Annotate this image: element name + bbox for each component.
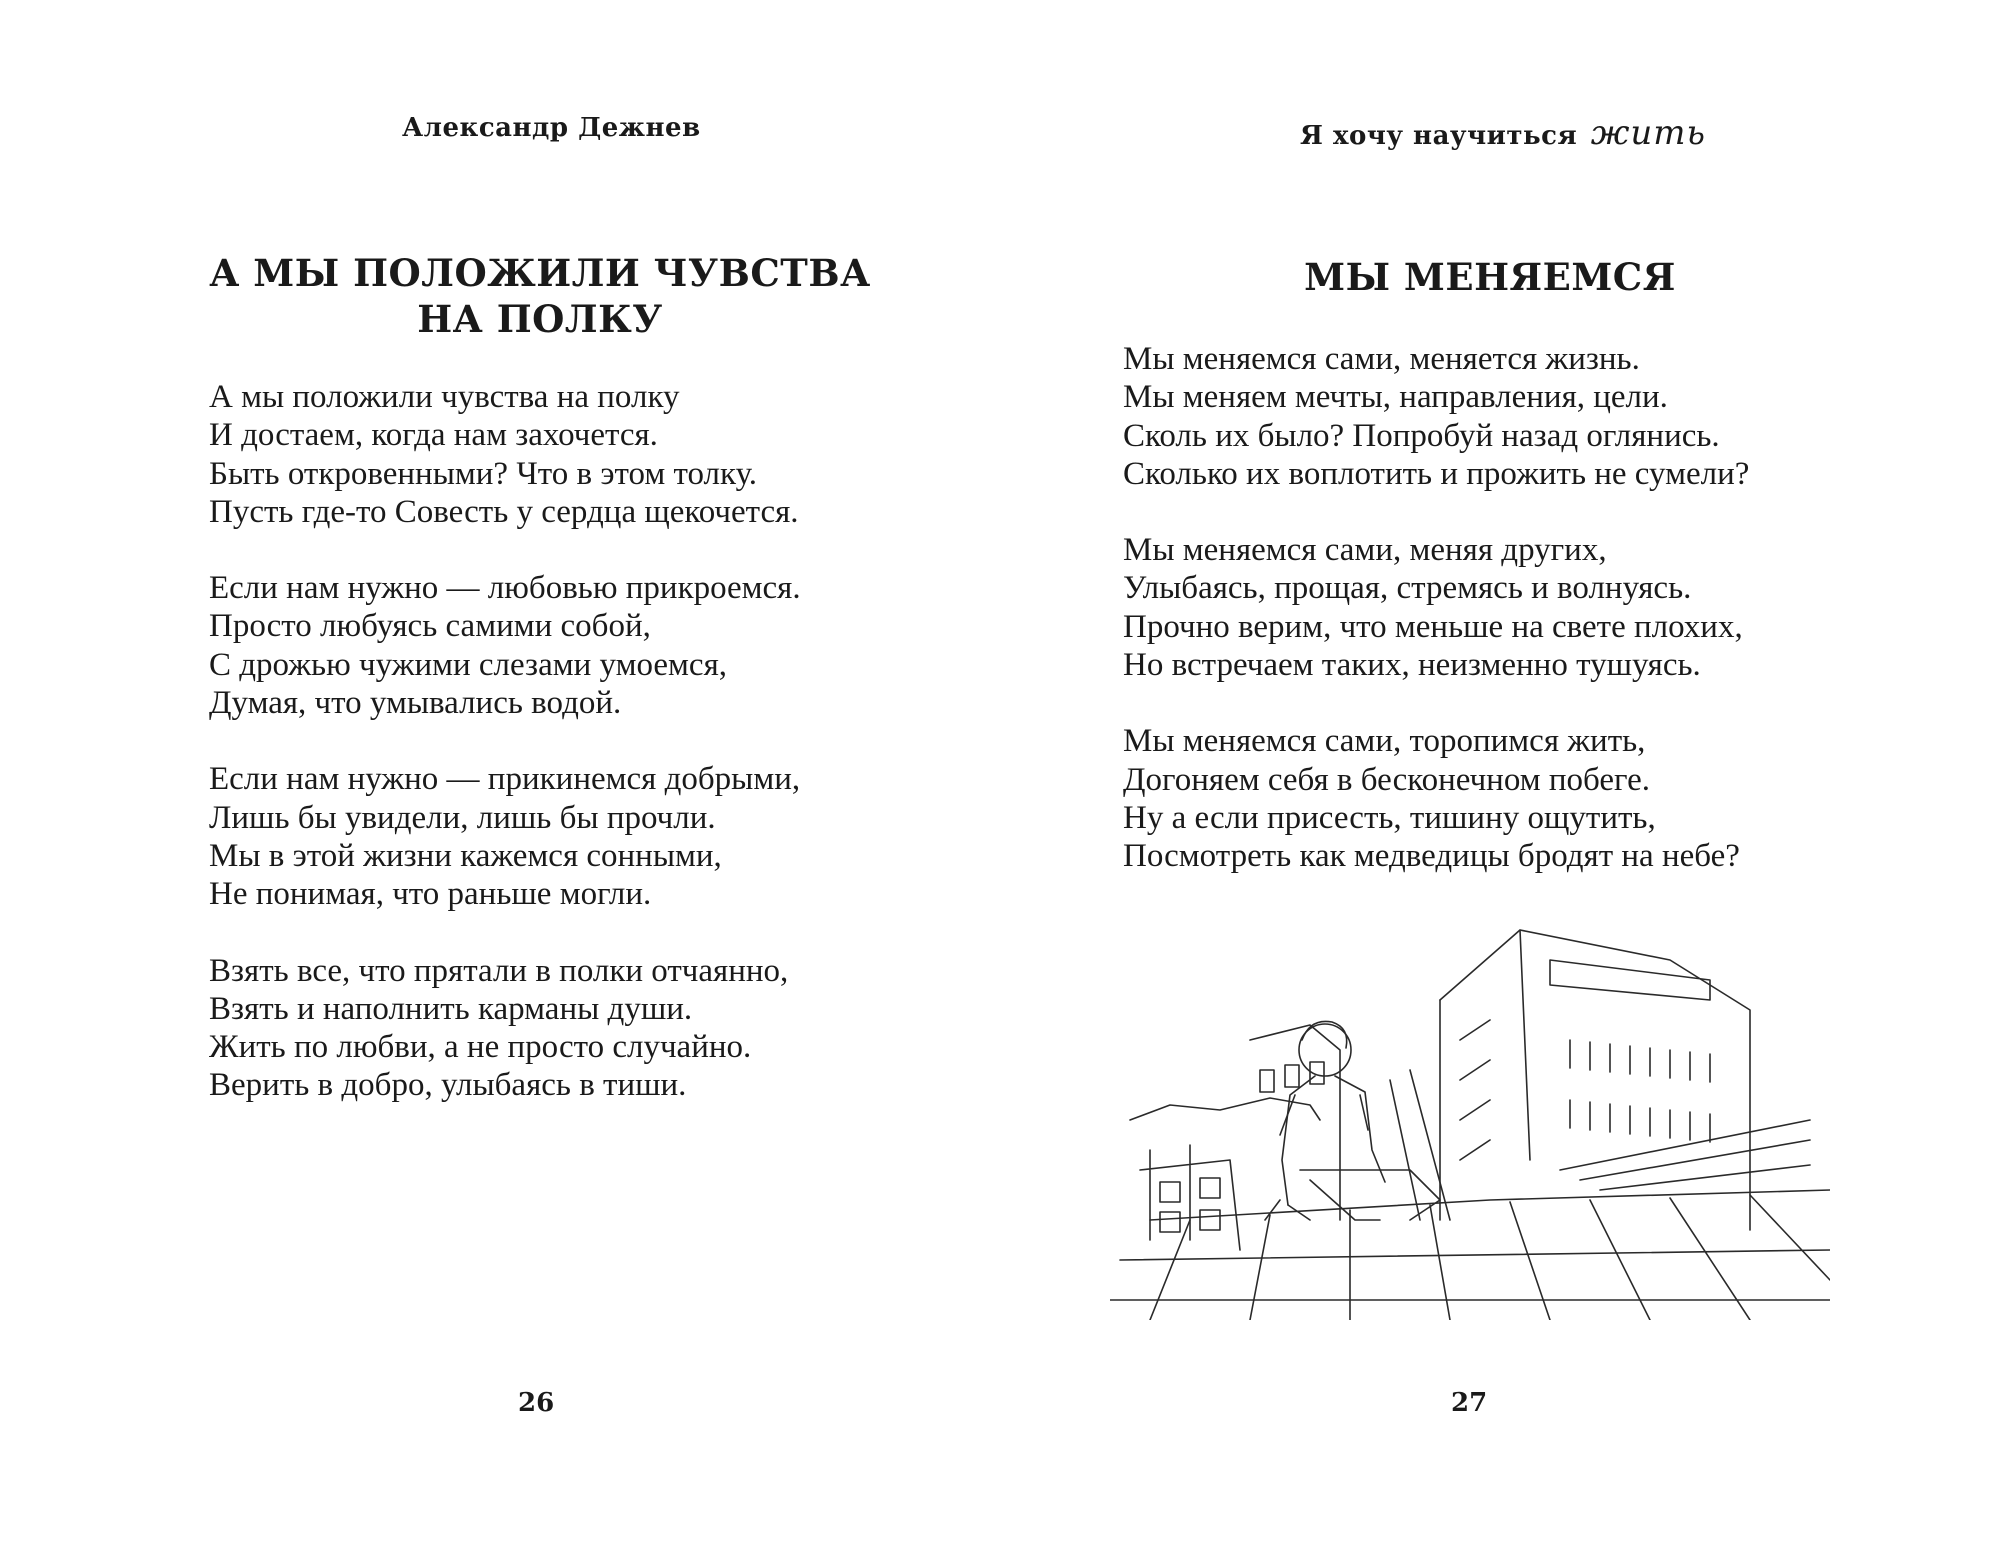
- verse-line: Улыбаясь, прощая, стремясь и волнуясь.: [1123, 570, 1692, 607]
- verse-line: Сколь их было? Попробуй назад оглянись.: [1123, 417, 1720, 454]
- running-head-author: Александр Дежнев: [402, 113, 701, 143]
- poem-title-line: А МЫ ПОЛОЖИЛИ ЧУВСТВА: [209, 251, 871, 295]
- verse-line: Прочно верим, что меньше на свете плохих,: [1123, 608, 1743, 645]
- page-number: 27: [1451, 1388, 1488, 1418]
- poem-title: [180, 250, 900, 342]
- verse-line: Мы меняем мечты, направления, цели.: [1123, 379, 1668, 416]
- verse-line: Взять все, что прятали в полки отчаянно,: [209, 952, 789, 989]
- verse-line: Мы в этой жизни кажемся сонными,: [209, 837, 722, 874]
- stanza: [1123, 340, 1883, 493]
- verse-line: Сколько их воплотить и прожить не сумели?: [1123, 455, 1750, 492]
- verse-line: Взять и наполнить карманы души.: [209, 990, 693, 1027]
- verse-line: А мы положили чувства на полку: [209, 379, 680, 415]
- verse-line: Посмотреть как медведицы бродят на небе?: [1123, 838, 1740, 875]
- verse-line: Жить по любви, а не просто случайно.: [209, 1029, 752, 1066]
- stanza: [1123, 531, 1883, 684]
- page-number: 26: [518, 1388, 555, 1418]
- running-head-text: Я хочу научиться: [1300, 121, 1578, 151]
- poem-body: [1123, 340, 1883, 914]
- stanza: [209, 569, 949, 722]
- stanza: [209, 952, 949, 1105]
- poem-title: МЫ МЕНЯЕМСЯ: [1304, 255, 1676, 299]
- verse-line: Мы меняемся сами, меняется жизнь.: [1123, 341, 1640, 377]
- verse-line: Ну а если присесть, тишину ощутить,: [1123, 799, 1656, 836]
- rooftop-illustration: [1110, 920, 1830, 1320]
- right-page: [1000, 0, 2000, 1548]
- stanza: [209, 760, 949, 913]
- verse-line: Мы меняемся сами, торопимся жить,: [1123, 723, 1646, 760]
- verse-line: Верить в добро, улыбаясь в тиши.: [209, 1067, 687, 1104]
- verse-line: Быть откровенными? Что в этом толку.: [209, 455, 758, 492]
- verse-line: Если нам нужно — прикинемся добрыми,: [209, 761, 801, 798]
- verse-line: Если нам нужно — любовью прикроемся.: [209, 570, 801, 607]
- poem-title-line: НА ПОЛКУ: [417, 297, 663, 341]
- running-head-script-word: жить: [1590, 113, 1707, 153]
- running-head-book-title: [1300, 113, 1706, 153]
- poem-body: [209, 378, 949, 1143]
- verse-line: С дрожью чужими слезами умоемся,: [209, 646, 727, 683]
- verse-line: Пусть где-то Совесть у сердца щекочется.: [209, 493, 799, 530]
- stanza: [209, 378, 949, 531]
- verse-line: Не понимая, что раньше могли.: [209, 876, 652, 913]
- stanza: [1123, 722, 1883, 875]
- verse-line: Но встречаем таких, неизменно тушуясь.: [1123, 647, 1701, 684]
- verse-line: Мы меняемся сами, меняя других,: [1123, 532, 1607, 569]
- verse-line: И достаем, когда нам захочется.: [209, 417, 658, 454]
- verse-line: Догоняем себя в бесконечном побеге.: [1123, 761, 1651, 798]
- verse-line: Просто любуясь самими собой,: [209, 608, 651, 645]
- verse-line: Лишь бы увидели, лишь бы прочли.: [209, 799, 716, 836]
- verse-line: Думая, что умывались водой.: [209, 685, 622, 722]
